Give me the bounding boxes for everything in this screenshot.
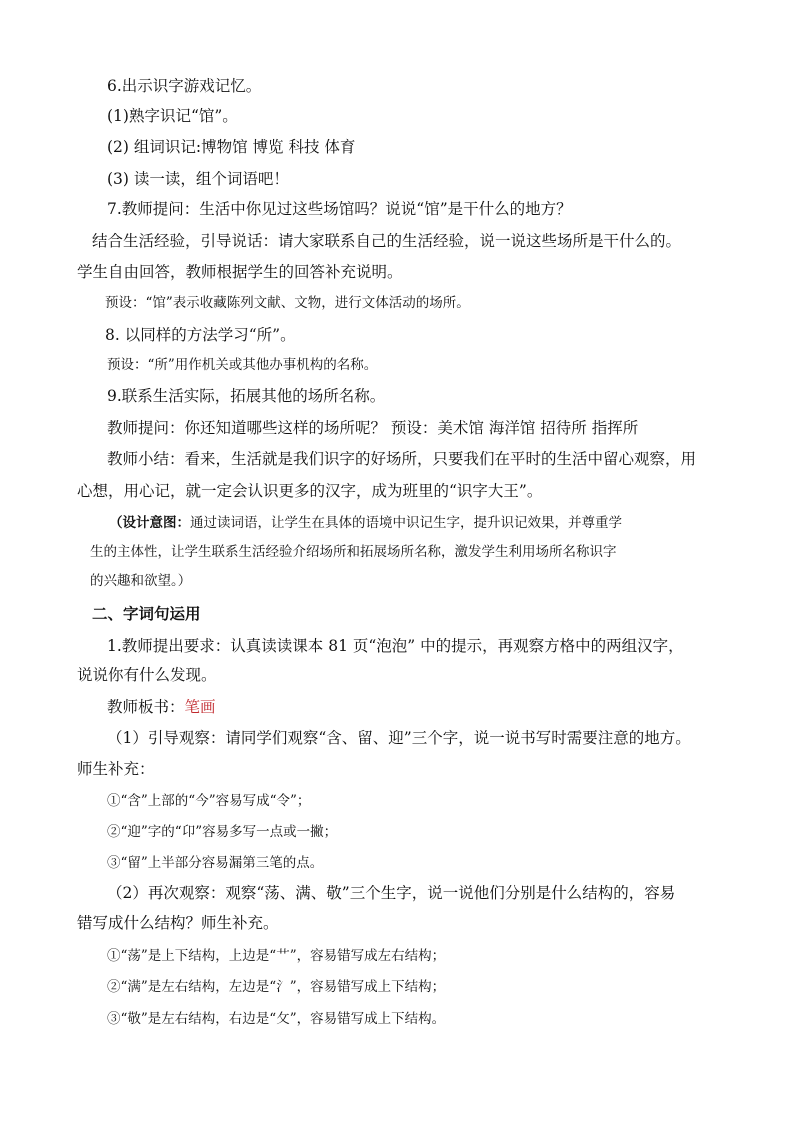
observe-1-note-1: ①“含”上部的“今”容易写成“令”； (107, 793, 311, 809)
teacher-summary-line-2: 心想，用心记，就一定会认识更多的汉字，成为班里的“识字大王”。 (77, 482, 543, 500)
step-7-title: 7.教师提问：生活中你见过这些场馆吗？说说“馆”是干什么的地方？ (107, 200, 572, 218)
design-intent-line-3: 的兴趣和欲望。） (90, 573, 192, 589)
observe-2-line-1: （2）再次观察：观察“荡、满、敬”三个生字，说一说他们分别是什么结构的，容易 (107, 884, 676, 902)
section-2-step-1-line-1: 1.教师提出要求：认真读读课本 81 页“泡泡” 中的提示，再观察方格中的两组汉字， (107, 637, 684, 655)
observe-1-note-3: ③“留”上半部分容易漏第三笔的点。 (107, 855, 324, 871)
observe-2-note-3: ③“敬”是左右结构，右边是“攵”，容易错写成上下结构。 (107, 1011, 446, 1027)
step-9-question: 教师提问：你还知道哪些这样的场所呢？ 预设：美术馆 海洋馆 招待所 指挥所 (107, 419, 639, 437)
step-8-title: 8. 以同样的方法学习“所”。 (105, 326, 296, 344)
step-6-item-3: (3) 读一读，组个词语吧！ (107, 170, 289, 188)
step-6-item-1: (1)熟字识记“馆”。 (107, 107, 238, 125)
step-6-item-2: (2) 组词识记:博物馆 博览 科技 体育 (107, 138, 356, 156)
design-intent-label: （设计意图： (109, 515, 190, 531)
teacher-summary-line-1: 教师小结：看来，生活就是我们识字的好场所，只要我们在平时的生活中留心观察，用 (107, 450, 697, 468)
design-intent-line-1 (109, 517, 622, 531)
step-6-title: 6.出示识字游戏记忆。 (107, 77, 262, 95)
observe-2-line-2: 错写成什么结构？师生补充。 (77, 914, 279, 932)
section-heading-2: 二、字词句运用 (92, 604, 201, 623)
preset-suo: 预设：“所”用作机关或其他办事机构的名称。 (107, 357, 378, 373)
design-intent-line-2: 生的主体性，让学生联系生活经验介绍场所和拓展场所名称，激发学生利用场所名称识字 (90, 544, 617, 560)
step-9-title: 9.联系生活实际，拓展其他的场所名称。 (107, 387, 386, 405)
section-2-step-1-line-2: 说说你有什么发现。 (77, 666, 217, 684)
observe-1-line-2: 师生补充： (77, 760, 155, 778)
teacher-board-value: 笔画 (184, 698, 216, 716)
step-7-guide-line-2: 学生自由回答，教师根据学生的回答补充说明。 (77, 263, 403, 281)
teacher-board-label: 教师板书： (107, 698, 185, 716)
observe-2-note-1: ①“荡”是上下结构，上边是“艹”，容易错写成左右结构； (107, 948, 446, 964)
observe-1-note-2: ②“迎”字的“卬”容易多写一点或一撇； (107, 824, 338, 840)
observe-1-line-1: （1）引导观察：请同学们观察“含、留、迎”三个字，说一说书写时需要注意的地方。 (107, 729, 691, 747)
design-intent-text: 通过读词语，让学生在具体的语境中识记生字，提升识记效果，并尊重学 (190, 515, 622, 531)
observe-2-note-2: ②“满”是左右结构，左边是“氵”，容易错写成上下结构； (107, 979, 446, 995)
teacher-board-line (107, 700, 216, 716)
preset-guan: 预设：“馆”表示收藏陈列文献、文物，进行文体活动的场所。 (105, 295, 470, 311)
step-7-guide-line-1: 结合生活经验，引导说话：请大家联系自己的生活经验，说一说这些场所是干什么的。 (92, 232, 682, 250)
